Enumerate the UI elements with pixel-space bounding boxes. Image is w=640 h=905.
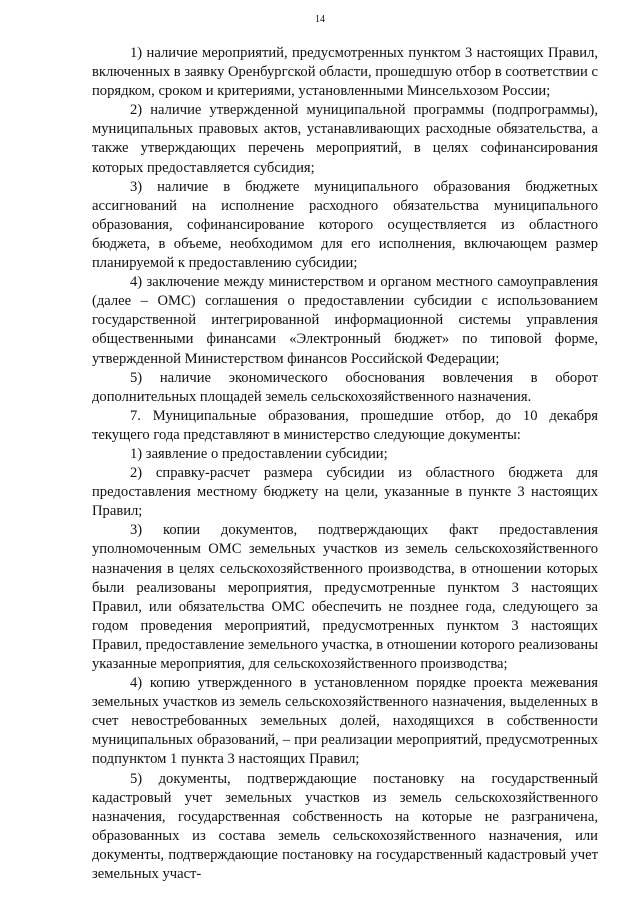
paragraph-condition-1: 1) наличие мероприятий, предусмотренных пунктом 3 настоящих Правил, включенных в заявку Оренбургской области, прошедшую отбор в соответствии с порядком, сроком и критериями, установленными Минсельхозом России; xyxy=(92,45,598,100)
paragraph-document-1: 1) заявление о предоставлении субсидии; xyxy=(130,445,388,462)
paragraph-document-2: 2) справку-расчет размера субсидии из областного бюджета для предоставления местному бюджету на цели, указанные в пункте 3 настоящих Правил; xyxy=(92,465,598,520)
document-body xyxy=(92,44,598,884)
paragraph-document-5: 5) документы, подтверждающие постановку на государственный кадастровый учет земельных участков из земель сельскохозяйственного назначения, государственная собственность на которые не разграничена, образованных из состава земель сельскохозяйственного назначения, или документы, подтверждающие постановку на государственный кадастровый учет земельных участ- xyxy=(92,770,598,883)
paragraph-document-4: 4) копию утвержденного в установленном порядке проекта межевания земельных участков из земель сельскохозяйственного назначения, выделенных в счет невостребованных земельных долей, находящихся в собственности муниципальных образований, – при реализации мероприятий, предусмотренных подпунктом 1 пункта 3 настоящих Правил; xyxy=(92,675,598,768)
paragraph-section-7: 7. Муниципальные образования, прошедшие отбор, до 10 декабря текущего года представляют в министерство следующие документы: xyxy=(92,407,598,443)
paragraph-document-3: 3) копии документов, подтверждающих факт предоставления уполномоченным ОМС земельных участков из земель сельскохозяйственного назначения в целях сельскохозяйственного производства, в отношении которых были реализованы мероприятия, предусмотренные пунктом 3 настоящих Правил, или обязательства ОМС обеспечить не позднее года, следующего за годом проведения мероприятий, предусмотренных пунктом 3 настоящих Правил, предоставление земельного участка, в отношении которого реализованы указанные мероприятия, для сельскохозяйственного производства; xyxy=(92,522,598,672)
page-number: 14 xyxy=(315,14,325,25)
paragraph-condition-4: 4) заключение между министерством и органом местного самоуправления (далее – ОМС) соглашения о предоставлении субсидии с использованием государственной интегрированной информационной системы управления общественными финансами «Электронный бюджет» по типовой форме, утвержденной Министерством финансов Российской Федерации; xyxy=(92,274,598,367)
paragraph-condition-3: 3) наличие в бюджете муниципального образования бюджетных ассигнований на исполнение расходного обязательства муниципального образования, софинансирование которого осуществляется из областного бюджета, в объеме, необходимом для его исполнения, включающем размер планируемой к предоставлению субсидии; xyxy=(92,178,598,272)
paragraph-condition-2: 2) наличие утвержденной муниципальной программы (подпрограммы), муниципальных правовых актов, устанавливающих расходные обязательства, а также утверждающих перечень мероприятий, в целях софинансирования которых предоставляется субсидия; xyxy=(92,102,598,176)
paragraph-condition-5: 5) наличие экономического обоснования вовлечения в оборот дополнительных площадей земель сельскохозяйственного назначения. xyxy=(92,369,598,405)
